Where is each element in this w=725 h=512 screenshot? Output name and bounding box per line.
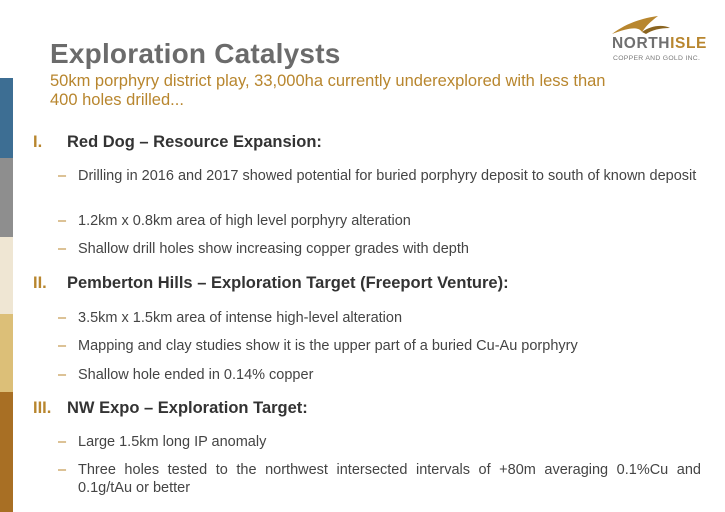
section-title: Red Dog – Resource Expansion:	[67, 133, 322, 151]
bullet-text: Three holes tested to the northwest intersected intervals of +80m averaging 0.1%Cu and 0.1g/tAu or better	[78, 462, 701, 496]
bullet-text: Mapping and clay studies show it is the upper part of a buried Cu-Au porphyry	[78, 338, 578, 354]
dash-bullet-icon: –	[58, 434, 67, 450]
list-item	[58, 433, 701, 451]
sidebar-band-gold	[0, 314, 13, 392]
section-title: NW Expo – Exploration Target:	[67, 399, 308, 417]
bullet-text: 3.5km x 1.5km area of intense high-level alteration	[78, 310, 403, 326]
section-heading-pemberton-hills	[33, 274, 509, 293]
list-item	[58, 167, 701, 185]
section-numeral: I.	[33, 133, 43, 151]
dash-bullet-icon: –	[58, 241, 67, 257]
dash-bullet-icon: –	[58, 310, 67, 326]
bullet-text: Large 1.5km long IP anomaly	[78, 434, 267, 450]
bullet-text: Shallow drill holes show increasing copper grades with depth	[78, 241, 469, 257]
logo-name-isle: ISLE	[670, 35, 707, 52]
sidebar-band-brown	[0, 392, 13, 512]
page-title: Exploration Catalysts	[50, 38, 341, 69]
section-numeral: II.	[33, 274, 47, 292]
bullet-text: Drilling in 2016 and 2017 showed potential for buried porphyry deposit to south of known deposit	[78, 168, 697, 184]
sidebar-band-cream	[0, 237, 13, 314]
list-item	[58, 461, 701, 497]
dash-bullet-icon: –	[58, 338, 67, 354]
logo-wordmark	[612, 35, 707, 53]
logo-tagline: COPPER AND GOLD INC.	[613, 55, 701, 62]
section-numeral: III.	[33, 399, 52, 417]
section-heading-red-dog	[33, 133, 322, 152]
list-item	[58, 240, 701, 258]
dash-bullet-icon: –	[58, 213, 67, 229]
logo-name-north: NORTH	[612, 35, 671, 52]
section-heading-nw-expo	[33, 399, 308, 418]
bullet-text: Shallow hole ended in 0.14% copper	[78, 367, 314, 383]
list-item	[58, 212, 701, 230]
page-subtitle: 50km porphyry district play, 33,000ha currently underexplored with less than 400 holes drilled...	[50, 72, 606, 109]
dash-bullet-icon: –	[58, 168, 67, 184]
bullet-text: 1.2km x 0.8km area of high level porphyry alteration	[78, 213, 411, 229]
list-item	[58, 366, 701, 384]
dash-bullet-icon: –	[58, 462, 67, 478]
dash-bullet-icon: –	[58, 367, 67, 383]
sidebar-band-gray	[0, 158, 13, 237]
sidebar-band-blue	[0, 78, 13, 158]
sidebar-color-bands	[0, 78, 13, 512]
list-item	[58, 309, 701, 327]
list-item	[58, 337, 701, 355]
section-title: Pemberton Hills – Exploration Target (Freeport Venture):	[67, 274, 509, 292]
